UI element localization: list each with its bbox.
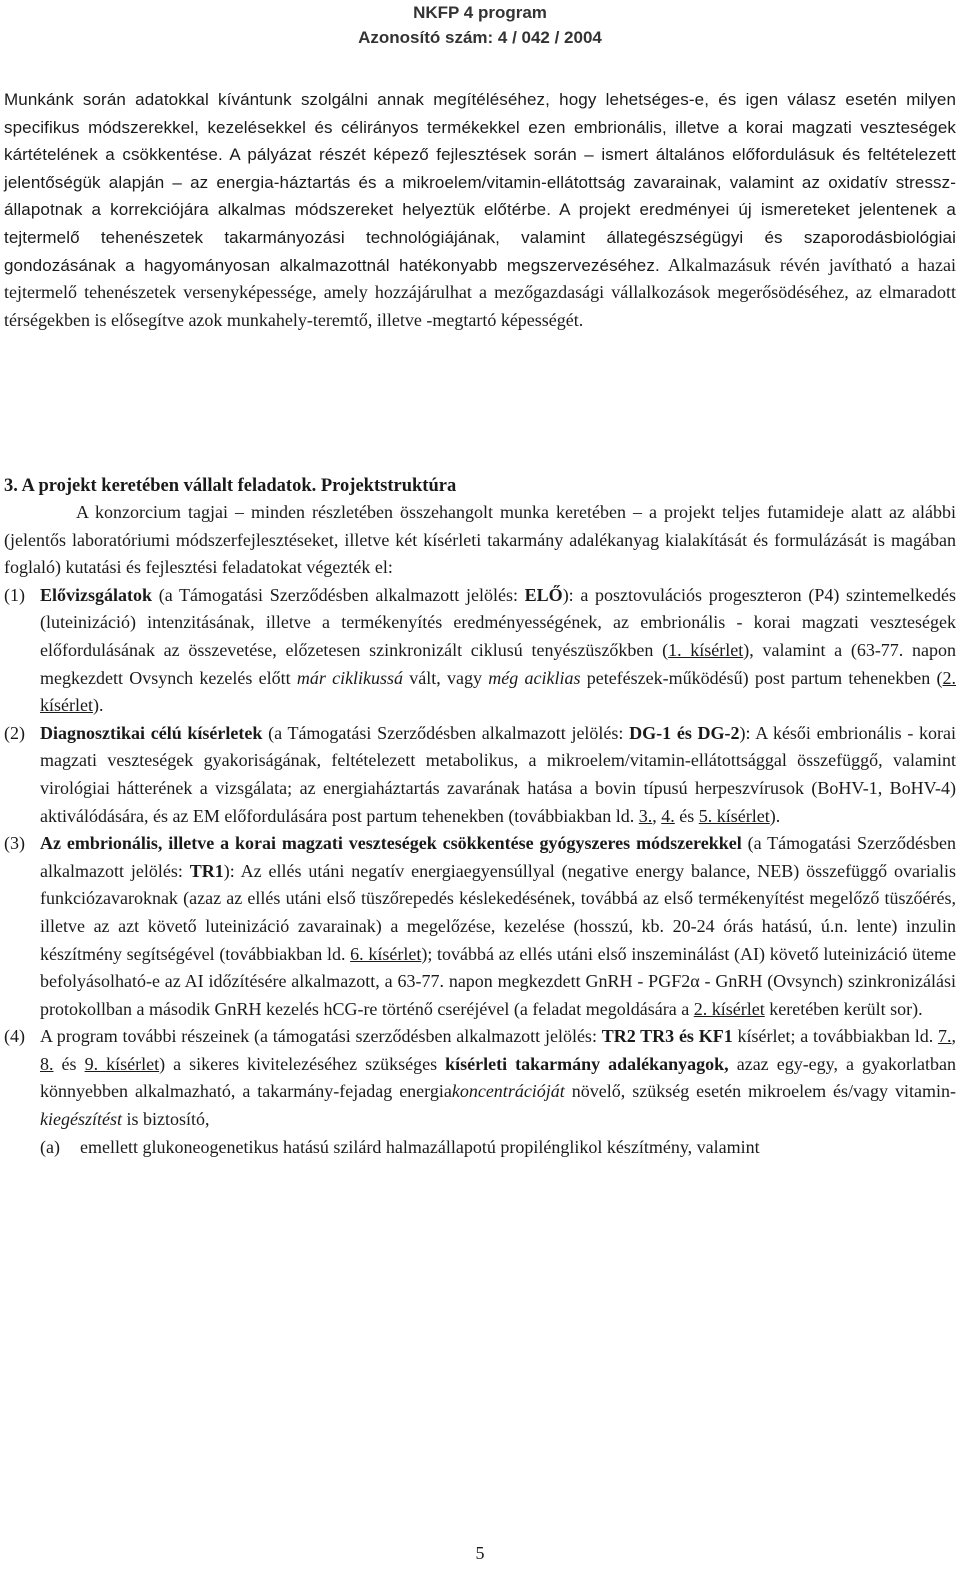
experiment-ref: 1. kísérlet (668, 639, 744, 660)
identifier: Azonosító szám: 4 / 042 / 2004 (358, 28, 602, 47)
item-code: TR2 TR3 és KF1 (601, 1026, 733, 1047)
program-title: NKFP 4 program (413, 3, 547, 22)
item-text: vált, vagy (403, 667, 489, 688)
subitem-text: emellett glukoneogenetikus hatású szilárd halmazállapotú propilénglikol készítmény, valamint (80, 1136, 760, 1157)
item-code: DG-1 és DG-2 (629, 722, 740, 743)
item-text: ): a posztovulációs progeszteron (P4) szintemelkedés (luteinizáció) intenzitásának, illetve a termékenyítés eredményességének, az embrionális - korai magzati veszteségek előfordulásának az összevetése, előzetesen szinkronizált ciklusú tenyészüszőkben ( (40, 584, 956, 660)
item-number: (2) (4, 722, 25, 743)
item-number: (4) (4, 1026, 25, 1047)
item-text: , (951, 1026, 956, 1047)
item-emphasis: már ciklikussá (296, 667, 404, 688)
task-item-2 (4, 720, 956, 830)
item-text: , (652, 805, 662, 826)
item-text: ). (92, 695, 104, 716)
item-emphasis: még aciklias (488, 667, 581, 688)
item-title: kísérleti takarmány adalékanyagok, (445, 1053, 729, 1074)
item-code: TR1 (189, 860, 224, 881)
item-text: és (53, 1053, 85, 1074)
item-text: ), valamint a (63-77. napon megkezdett Ovsynch kezelés előtt (40, 639, 956, 688)
item-title: Az embrionális, illetve a korai magzati veszteségek csökkentése gyógyszeres módszerekkel (40, 833, 742, 854)
item-text: (a Támogatási Szerződésben alkalmazott jelölés: (152, 584, 525, 605)
intro-paragraph (4, 86, 956, 334)
experiment-ref: 4. (661, 805, 675, 826)
page-header (0, 0, 960, 50)
item-text: növelő, szükség esetén mikroelem és/vagy vitamin- (564, 1081, 956, 1102)
item-text: petefészek-működésű) post partum tehenekben ( (580, 667, 943, 688)
experiment-ref: 6. kísérlet (350, 943, 422, 964)
intro-sentence-1: Munkánk során adatokkal kívántunk szolgálni annak megítéléséhez, hogy lehetséges-e, és igen válasz esetén milyen specifikus módszerekkel, kezelésekkel és célirányos termékekkel ezen embrionális, illetve a korai magzati veszteségek kártételének a csökkentése. (4, 90, 956, 165)
item-number: (3) (4, 833, 25, 854)
item-text: ); továbbá az ellés utáni első inszeminálást (AI) követő luteinizáció üteme befolyásolható-e az AI időzítésére alkalmazott, a 63-77. napon megkezdett GnRH - PGF2α - GnRH (Ovsynch) szinkronizálási protokollban a második GnRH kezelés hCG-re történő cseréjével (a feladat megoldására a (40, 943, 956, 1019)
intro-sentence-2: A pályázat részét képező fejlesztések során – ismert általános előfordulásuk és feltételezett jelentőségük alapján – az energia-háztartás és a mikroelem/vitamin-ellátottság zavarainak, valamint az oxidatív stressz-állapotnak a korrekciójára alkalmas módszereket helyeztük előtérbe. (4, 145, 956, 220)
item-text: és (674, 805, 699, 826)
section-intro: A konzorcium tagjai – minden részletében összehangolt munka keretében – a projekt teljes futamideje alatt az alábbi (jelentős laboratóriumi módszerfejlesztéseket, illetve két kísérleti takarmány adalékanyag kialakítását és formulázását is magában foglaló) kutatási és fejlesztési feladatokat végezték el: (4, 502, 956, 578)
experiment-ref: 2. kísérlet (693, 998, 765, 1019)
item-text: ). (769, 805, 781, 826)
item-text: (a Támogatási Szerződésben alkalmazott jelölés: (40, 833, 956, 881)
item-text: keretében került sor). (764, 998, 923, 1019)
item-text: ) a sikeres kivitelezéséhez szükséges (159, 1053, 446, 1074)
intro-sentence-3: A projekt eredményei új ismereteket jelentenek a tejtermelő tehenészetek takarmányozási technológiájának, valamint állategészségügyi és szaporodásbiológiai gondozásának a hagyományosan alkalmazottnál hatékonyabb megszervezéséhez. (4, 200, 956, 275)
task-item-3 (4, 830, 956, 1023)
item-title: Elővizsgálatok (40, 584, 153, 605)
experiment-ref: 3. (638, 805, 653, 826)
item-text: kísérlet; a továbbiakban ld. (732, 1026, 938, 1047)
item-title: Diagnosztikai célú kísérletek (40, 722, 263, 743)
item-text: azaz egy-egy, a gyakorlatban könnyebben alkalmazható, a takarmány-fejadag energia (40, 1053, 957, 1102)
item-code: ELŐ (524, 584, 563, 605)
experiment-ref: 8. (40, 1053, 54, 1074)
task-subitem-a (4, 1134, 956, 1162)
experiment-ref: 7. (938, 1026, 952, 1047)
task-item-1 (4, 582, 956, 720)
item-text: is biztosító, (121, 1109, 210, 1130)
page-number: 5 (475, 1543, 485, 1563)
section-content (4, 499, 956, 1161)
experiment-ref: 5. kísérlet (698, 805, 770, 826)
item-text: ): A késői embrionális - korai magzati veszteségek gyakoriságának, feltételezett metabolikus, a mikroelem/vitamin-ellátottsággal összefüggő, valamint virológiai hátterének a vizsgálata; az energiaháztartás zavarának hatása a bovin típusú herpeszvírusok (BoHV-1, BoHV-4) aktiválódására, és az EM előfordulására post partum tehenekben (továbbiakban ld. (40, 722, 956, 826)
experiment-ref: 2. kísérlet (40, 667, 957, 716)
item-text: A program további részeinek (a támogatási szerződésben alkalmazott jelölés: (40, 1026, 602, 1047)
task-item-4 (4, 1023, 956, 1133)
subitem-number: (a) (40, 1136, 60, 1157)
experiment-ref: 9. kísérlet (84, 1053, 160, 1074)
item-emphasis: koncentrációját (451, 1081, 565, 1102)
item-text: (a Támogatási Szerződésben alkalmazott jelölés: (262, 722, 630, 743)
item-emphasis: kiegészítést (40, 1109, 122, 1130)
intro-sentence-4: Alkalmazásuk révén javítható a hazai tejtermelő tehenészetek versenyképessége, amely hozzájárulhat a mezőgazdasági vállalkozások megerősödéséhez, az elmaradott térségekben is elősegítve azok munkahely-teremtő, illetve -megtartó képességét. (4, 254, 956, 330)
section-heading: 3. A projekt keretében vállalt feladatok. Projektstruktúra (4, 476, 457, 496)
item-text: ): Az ellés utáni negatív energiaegyensúllyal (negative energy balance, NEB) összefüggő ovarialis funkciózavaroknak (azaz az ellés utáni első tüszőrepedés késlekedésének, továbbá az első termékenyítést megelőző tüszőérés, illetve az azt követő luteinizáció zavarainak) a megelőzése, kezelése (hosszú, kb. 20-24 órás hatású, ú.n. lente) inzulin készítmény segítségével (továbbiakban ld. (40, 860, 956, 964)
item-number: (1) (4, 584, 25, 605)
